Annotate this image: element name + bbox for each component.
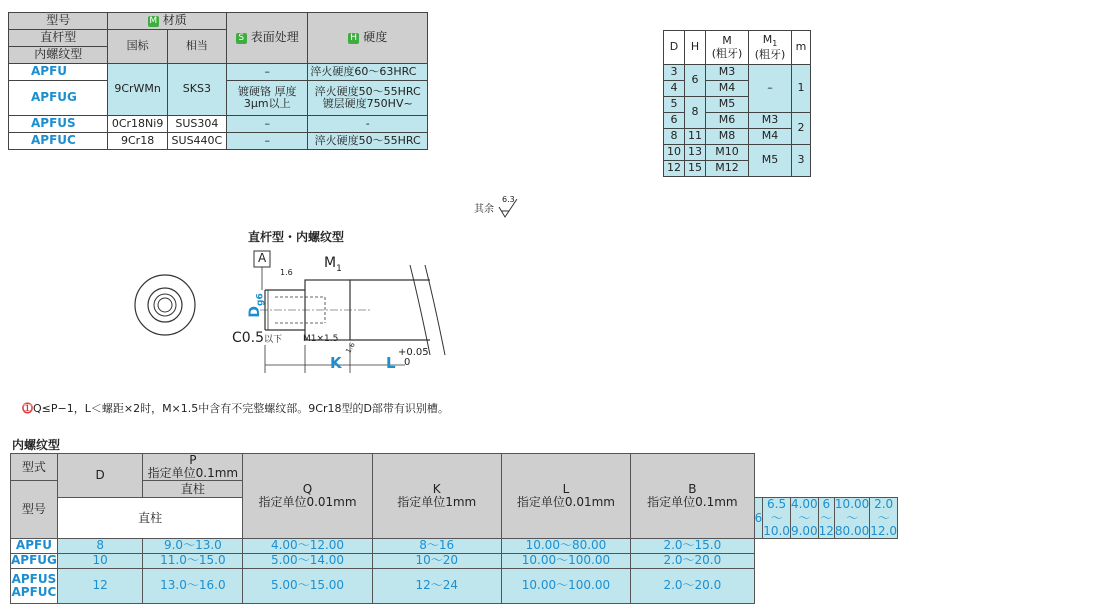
header-internal: 内螺纹型 xyxy=(9,47,108,64)
end-view xyxy=(135,275,195,335)
header-straight: 直杆型 xyxy=(9,30,108,47)
code-apfug[interactable]: APFUG xyxy=(11,553,57,568)
cell-l: 10.00～100.00 xyxy=(501,568,630,603)
thread-header-m1: $M_1$ (粗牙) xyxy=(749,31,792,65)
code-apfus[interactable]: APFUS xyxy=(9,116,108,133)
cell-b: 2.0～20.0 xyxy=(631,568,754,603)
thread-m1: M4 xyxy=(749,129,792,145)
note-text: ⓵Q≤P−1，L＜螺距×2时，M×1.5中含有不完整螺纹部。9Cr18型的D部带有识别槽。 xyxy=(22,402,449,415)
thread-h: 11 xyxy=(685,129,706,145)
thread-h: 13 xyxy=(685,145,706,161)
apfuc-surface: – xyxy=(227,133,308,150)
section-title: 内螺纹型 xyxy=(12,438,61,452)
header-l: L 指定单位0.01mm xyxy=(501,454,630,539)
cell-b: 2.0～12.0 xyxy=(870,497,897,538)
label-a: A xyxy=(258,251,267,265)
label-l: L xyxy=(386,354,396,372)
cell-b: 2.0～15.0 xyxy=(631,538,754,553)
shared-eq: SKS3 xyxy=(167,64,226,116)
thread-mm1: 1 xyxy=(792,65,811,113)
cell-d: 10 xyxy=(57,553,143,568)
cell-d: 8 xyxy=(57,538,143,553)
code-apfu[interactable]: APFU xyxy=(9,64,108,81)
thread-header-m: M (粗牙) xyxy=(706,31,749,65)
thread-table xyxy=(663,30,811,177)
cell-k: 12～24 xyxy=(372,568,501,603)
thread-d: 12 xyxy=(664,161,685,177)
apfus-surface: – xyxy=(227,116,308,133)
thread-m: M12 xyxy=(706,161,749,177)
label-m1: $M_1$ xyxy=(324,255,342,274)
header-hardness: H 硬度 xyxy=(308,13,428,64)
apfug-surface: 镀硬铬 厚度3μm以上 xyxy=(227,81,308,116)
cell-k: 6～12 xyxy=(818,497,834,538)
apfuc-eq: SUS440C xyxy=(167,133,226,150)
cell-l: 10.00～80.00 xyxy=(834,497,870,538)
code-apfug[interactable]: APFUG xyxy=(9,81,108,116)
header-model: 型号 xyxy=(9,13,108,30)
apfu-surface: – xyxy=(227,64,308,81)
surface-tag-icon: S xyxy=(236,33,247,44)
code-apfu[interactable]: APFU xyxy=(11,538,58,553)
header-model: 型号 xyxy=(11,481,58,539)
material-table xyxy=(8,12,428,150)
thread-mm2: 2 xyxy=(792,113,811,145)
label-rough-2: 1.6 xyxy=(344,341,357,355)
thread-m: M4 xyxy=(706,81,749,97)
label-k: K xyxy=(330,354,342,372)
label-m1x15: M1×1.5 xyxy=(303,334,339,344)
label-c05: C0.5以下 xyxy=(232,330,283,346)
cell-q: 5.00～15.00 xyxy=(243,568,372,603)
thread-m1-m5: M5 xyxy=(749,145,792,177)
thread-header-d: D xyxy=(664,31,685,65)
spec-table xyxy=(10,453,898,604)
label-rough-1: 1.6 xyxy=(280,268,293,277)
thread-m: M5 xyxy=(706,97,749,113)
cell-d: 6 xyxy=(754,498,763,539)
thread-header-mm: m xyxy=(792,31,811,65)
thread-d: 6 xyxy=(664,113,685,129)
thread-h-group2: 8 xyxy=(685,97,706,129)
side-view xyxy=(260,265,445,355)
label-dg6: $D_{g6}$ xyxy=(246,293,266,318)
code-apfuc[interactable]: APFUC xyxy=(9,133,108,150)
header-surface: S 表面处理 xyxy=(227,13,308,64)
thread-d: 5 xyxy=(664,97,685,113)
thread-m1: M3 xyxy=(749,113,792,129)
thread-m1-group1: – xyxy=(749,65,792,113)
cell-l: 10.00～80.00 xyxy=(501,538,630,553)
material-tag-icon: M xyxy=(149,16,158,27)
rest-roughness: 其余 6.3 xyxy=(474,199,519,219)
cell-b: 2.0～20.0 xyxy=(631,553,754,568)
header-type: 型式 xyxy=(11,454,58,481)
thread-header-h: H xyxy=(685,31,706,65)
thread-m: M3 xyxy=(706,65,749,81)
thread-m: M10 xyxy=(706,145,749,161)
cell-q: 4.00～9.00 xyxy=(790,497,818,538)
label-tol: +0.05 0 xyxy=(398,347,429,368)
cell-p: 11.0～15.0 xyxy=(143,553,243,568)
cell-p: 9.0～13.0 xyxy=(143,538,243,553)
cell-p: 6.5～10.0 xyxy=(763,497,790,538)
thread-d: 4 xyxy=(664,81,685,97)
thread-m: M6 xyxy=(706,113,749,129)
code-apfus-apfuc[interactable]: APFUS APFUC xyxy=(11,568,58,603)
header-guobiao: 国标 xyxy=(108,30,167,64)
thread-d: 10 xyxy=(664,145,685,161)
header-k: K 指定单位1mm xyxy=(372,454,501,539)
shared-gb: 9CrWMn xyxy=(108,64,167,116)
thread-m: M8 xyxy=(706,129,749,145)
type-label: 直柱 xyxy=(57,498,242,539)
header-q: Q 指定单位0.01mm xyxy=(243,454,372,539)
apfu-hardness: 淬火硬度60～63HRC xyxy=(308,64,428,81)
apfus-hardness: - xyxy=(308,116,428,133)
header-p: P 指定单位0.1mm xyxy=(143,454,243,481)
thread-mm3: 3 xyxy=(792,145,811,177)
warning-icon: ⓵ xyxy=(22,402,33,415)
apfus-gb: 0Cr18Ni9 xyxy=(108,116,167,133)
thread-h-group1: 6 xyxy=(685,65,706,97)
cell-l: 10.00～100.00 xyxy=(501,553,630,568)
apfug-hardness: 淬火硬度50～55HRC 镀层硬度750HV~ xyxy=(308,81,428,116)
hardness-tag-icon: H xyxy=(348,33,359,44)
apfuc-gb: 9Cr18 xyxy=(108,133,167,150)
cell-k: 8～16 xyxy=(372,538,501,553)
cell-q: 5.00～14.00 xyxy=(243,553,372,568)
apfus-eq: SUS304 xyxy=(167,116,226,133)
thread-d: 8 xyxy=(664,129,685,145)
header-material: M 材质 xyxy=(108,13,227,30)
header-p-sub: 直柱 xyxy=(143,481,243,498)
cell-q: 4.00～12.00 xyxy=(243,538,372,553)
header-b: B 指定单位0.1mm xyxy=(631,454,754,539)
cell-k: 10～20 xyxy=(372,553,501,568)
header-equiv: 相当 xyxy=(167,30,226,64)
thread-h: 15 xyxy=(685,161,706,177)
apfuc-hardness: 淬火硬度50～55HRC xyxy=(308,133,428,150)
drawing-title: 直杆型・内螺纹型 xyxy=(248,230,345,244)
thread-d: 3 xyxy=(664,65,685,81)
cell-p: 13.0～16.0 xyxy=(143,568,243,603)
cell-d: 12 xyxy=(57,568,143,603)
header-d: D xyxy=(57,454,143,498)
